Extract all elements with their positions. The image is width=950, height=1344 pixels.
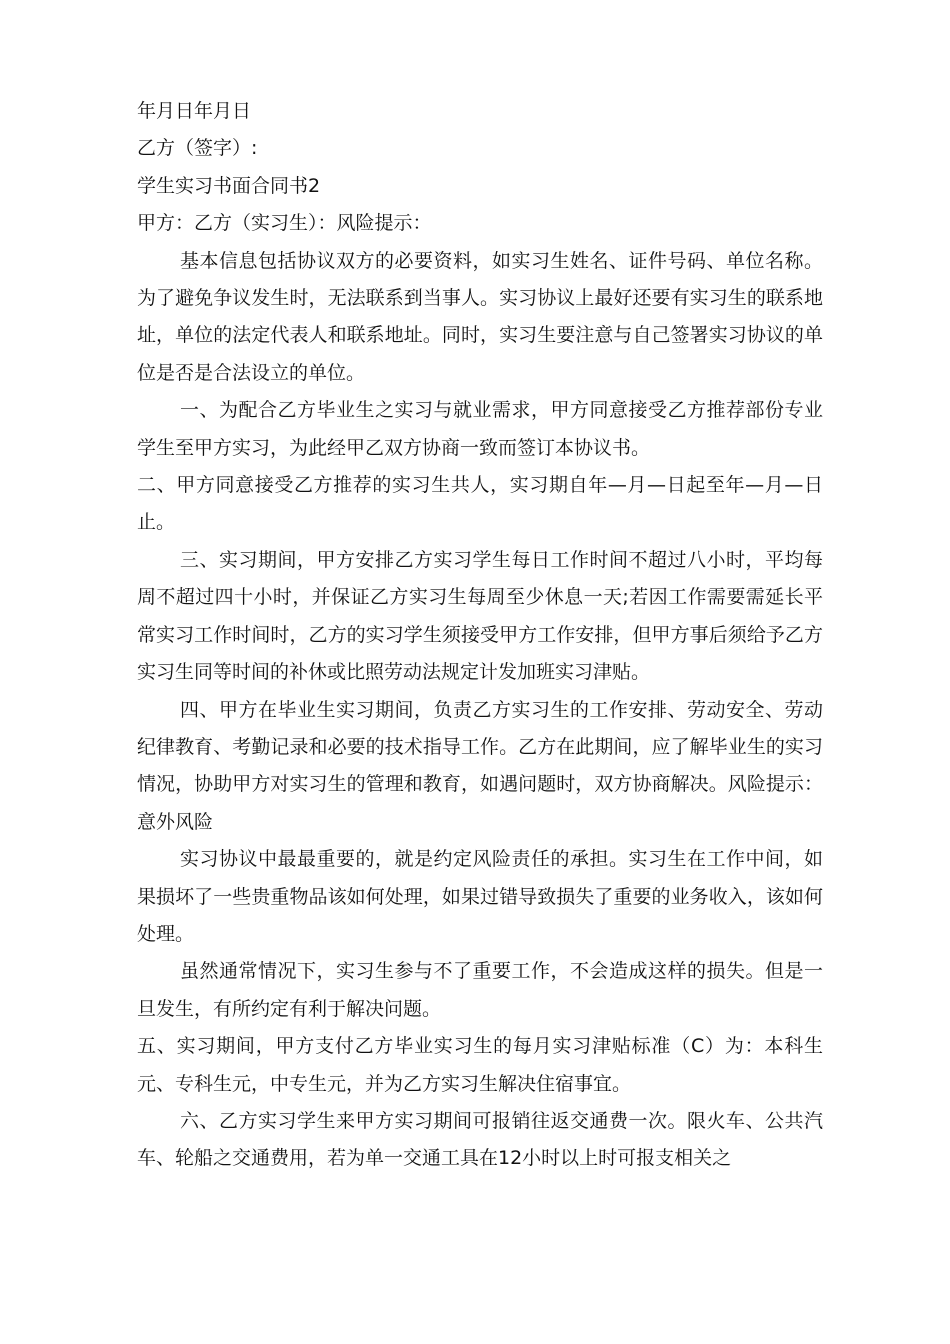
clause-4: 四、甲方在毕业生实习期间，负责乙方实习生的工作安排、劳动安全、劳动纪律教育、考勤记录和必要的技术指导工作。乙方在此期间，应了解毕业生的实习情况，协助甲方对实习生的管理和教育，如遇问题时，双方协商解决。风险提示：意外风险 — [137, 698, 823, 833]
document-body — [137, 93, 823, 1178]
paragraph-risk-liability: 实习协议中最最重要的，就是约定风险责任的承担。实习生在工作中间，如果损坏了一些贵重物品该如何处理，如果过错导致损失了重要的业务收入，该如何处理。 — [137, 848, 823, 945]
clause-3: 三、实习期间，甲方安排乙方实习学生每日工作时间不超过八小时，平均每周不超过四十小时，并保证乙方实习生每周至少休息一天;若因工作需要需延长平常实习工作时间时，乙方的实习学生须接受甲方工作安排，但甲方事后须给予乙方实习生同等时间的补休或比照劳动法规定计发加班实习津贴。 — [137, 548, 823, 684]
paragraph-basic-info: 基本信息包括协议双方的必要资料，如实习生姓名、证件号码、单位名称。为了避免争议发生时，无法联系到当事人。实习协议上最好还要有实习生的联系地址，单位的法定代表人和联系地址。同时，实习生要注意与自己签署实习协议的单位是否是合法设立的单位。 — [137, 249, 823, 384]
parties-risk-heading: 甲方：乙方（实习生）：风险提示： — [137, 212, 432, 235]
date-line: 年月日年月日 — [137, 100, 252, 122]
clause-2: 二、甲方同意接受乙方推荐的实习生共人，实习期自年—月—日起至年—月—日止。 — [137, 474, 823, 534]
contract-title: 学生实习书面合同书2 — [137, 174, 321, 197]
party-b-signature-line: 乙方（签字）: — [137, 137, 258, 160]
paragraph-risk-note: 虽然通常情况下，实习生参与不了重要工作，不会造成这样的损失。但是一旦发生，有所约定有利于解决问题。 — [137, 960, 823, 1020]
clause-1: 一、为配合乙方毕业生之实习与就业需求，甲方同意接受乙方推荐部份专业学生至甲方实习，为此经甲乙双方协商一致而签订本协议书。 — [137, 399, 823, 459]
clause-5: 五、实习期间，甲方支付乙方毕业实习生的每月实习津贴标准（C）为：本科生元、专科生元，中专生元，并为乙方实习生解决住宿事宜。 — [137, 1035, 823, 1095]
clause-6: 六、乙方实习学生来甲方实习期间可报销往返交通费一次。限火车、公共汽车、轮船之交通费用，若为单一交通工具在12小时以上时可报支相关之 — [137, 1109, 823, 1170]
